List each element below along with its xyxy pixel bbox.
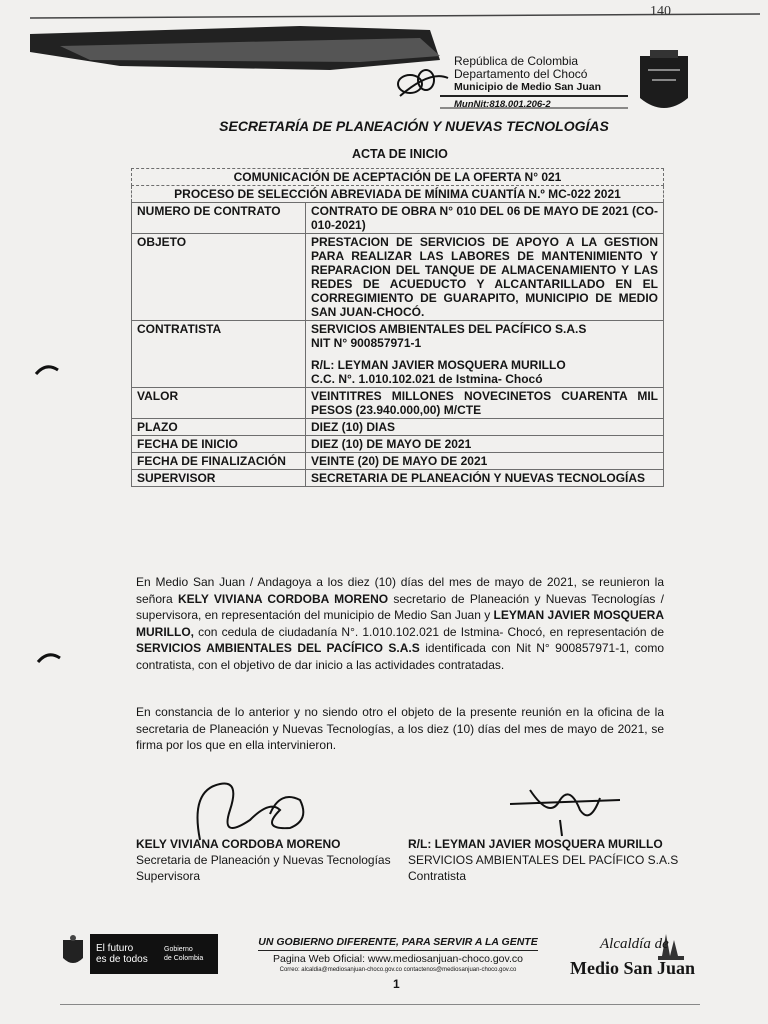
page-number: 1	[393, 977, 400, 991]
contractor-id: C.C. N°. 1.010.102.021 de Istmina- Chocó	[311, 372, 543, 386]
representative-name: LEYMAN JAVIER MOSQUERA MURILLO,	[136, 608, 665, 639]
row-value: DIEZ (10) DE MAYO DE 2021	[306, 436, 664, 453]
coat-of-arms-icon	[640, 50, 688, 108]
brand-script: Alcaldía de	[600, 936, 669, 952]
signature-block-supervisor	[136, 836, 391, 884]
header-country: República de Colombia	[454, 54, 579, 68]
signer-name: R/L: LEYMAN JAVIER MOSQUERA MURILLO	[408, 837, 663, 851]
badge-government: Gobierno de Colombia	[164, 946, 204, 962]
signer-name: KELY VIVIANA CORDOBA MORENO	[136, 837, 341, 851]
row-label: NUMERO DE CONTRATO	[132, 203, 306, 234]
footer-divider	[258, 950, 538, 951]
table-row	[132, 419, 664, 436]
row-label: SUPERVISOR	[132, 470, 306, 487]
contractor-company: SERVICIOS AMBIENTALES DEL PACÍFICO S.A.S	[136, 641, 420, 655]
signer-company: SERVICIOS AMBIENTALES DEL PACÍFICO S.A.S	[408, 853, 679, 867]
table-row	[132, 321, 664, 388]
margin-mark	[34, 648, 64, 668]
header-department: Departamento del Chocó	[454, 67, 588, 81]
secretaria-title: SECRETARÍA DE PLANEACIÓN Y NUEVAS TECNOLOGÍAS	[219, 118, 609, 134]
row-value: VEINTITRES MILLONES NOVECINETOS CUARENTA MIL PESOS (23.940.000,00) M/CTE	[306, 388, 664, 419]
contractor-name: SERVICIOS AMBIENTALES DEL PACÍFICO S.A.S	[311, 322, 587, 336]
table-row	[132, 234, 664, 321]
row-label: CONTRATISTA	[132, 321, 306, 388]
institution-header	[454, 55, 601, 111]
bottom-divider	[60, 1004, 700, 1005]
contract-table	[131, 168, 664, 487]
row-value: CONTRATO DE OBRA N° 010 DEL 06 DE MAYO DE 2021 (CO-010-2021)	[306, 203, 664, 234]
row-label: FECHA DE INICIO	[132, 436, 306, 453]
closing-paragraph: En constancia de lo anterior y no siendo otro el objeto de la presente reunión en la oficina de la secretaria de Planeación y Nuevas Tecnologías, a los diez (10) días del mes de mayo de 2021, se firma por los que en ella intervinieron.	[136, 705, 664, 752]
header-nit: MunNit:818.001.206-2	[454, 99, 551, 110]
table-heading-process: PROCESO DE SELECCIÓN ABREVIADA DE MÍNIMA CUANTÍA N.º MC-022 2021	[132, 186, 664, 203]
contractor-representative: R/L: LEYMAN JAVIER MOSQUERA MURILLO	[311, 358, 566, 372]
signature-block-contractor	[408, 836, 678, 884]
municipal-logo-icon	[398, 70, 448, 96]
header-municipality: Municipio de Medio San Juan	[454, 81, 602, 93]
brand-name: Medio San Juan	[570, 958, 696, 978]
table-row	[132, 203, 664, 234]
table-heading-offer: COMUNICACIÓN DE ACEPTACIÓN DE LA OFERTA N° 021	[132, 169, 664, 186]
signer-role: Contratista	[408, 869, 467, 883]
row-label: FECHA DE FINALIZACIÓN	[132, 453, 306, 470]
supervisor-name: KELY VIVIANA CORDOBA MORENO	[177, 591, 389, 606]
meeting-paragraph: En Medio San Juan / Andagoya a los diez (10) días del mes de mayo de 2021, se reunieron la señora KELY VIVIANA CORDOBA MORENO secretario de Planeación y Nuevas Tecnologías / supervisora, en representación del municipio de Medio San Juan y LEYMAN JAVIER MOSQUERA MURILLO, con cedula de ciudadanía N°. 1.010.102.021 de Istmina- Chocó, en representación de SERVICIOS AMBIENTALES DEL PACÍFICO S.A.S identificada con Nit N° 900857971-1, como contratista, con el objetivo de dar inicio a las actividades contratadas.	[136, 575, 665, 672]
row-value: SECRETARIA DE PLANEACIÓN Y NUEVAS TECNOLOGÍAS	[306, 470, 664, 487]
table-row	[132, 470, 664, 487]
footer-contacts: Correo: alcaldia@mediosanjuan-choco.gov.co contactenos@mediosanjuan-choco.gov.co	[279, 967, 517, 973]
footer-slogan: UN GOBIERNO DIFERENTE, PARA SERVIR A LA GENTE	[258, 936, 538, 948]
table-row	[132, 453, 664, 470]
signature-scribble-contractor	[500, 780, 640, 840]
row-value: PRESTACION DE SERVICIOS DE APOYO A LA GESTION PARA REALIZAR LAS LABORES DE MANTENIMIENTO Y REPARACION DEL TANQUE DE ALMACENAMIENTO Y LAS REDES DE ACUEDUCTO Y ALCANTARILLADO EN EL CORREGIMIENTO DE GUARAPITO, MUNICIPIO DE MEDIO SAN JUAN-CHOCÓ.	[306, 234, 664, 321]
badge-motto: El futuro es de todos	[96, 943, 148, 965]
signer-role: Supervisora	[136, 869, 201, 883]
row-label: VALOR	[132, 388, 306, 419]
row-label: PLAZO	[132, 419, 306, 436]
signer-position: Secretaria de Planeación y Nuevas Tecnologías	[136, 853, 391, 867]
table-row	[132, 388, 664, 419]
footer-website: Pagina Web Oficial: www.mediosanjuan-choco.gov.co	[273, 953, 523, 965]
handwritten-page-mark: 140	[650, 4, 671, 19]
document-title: ACTA DE INICIO	[352, 147, 448, 161]
row-value: DIEZ (10) DIAS	[306, 419, 664, 436]
row-label: OBJETO	[132, 234, 306, 321]
margin-mark	[32, 360, 62, 380]
row-value: VEINTE (20) DE MAYO DE 2021	[306, 453, 664, 470]
government-badge	[90, 934, 218, 974]
table-row	[132, 436, 664, 453]
row-value	[306, 321, 664, 388]
contractor-nit: NIT N° 900857971-1	[311, 336, 422, 350]
national-emblem-icon	[60, 934, 86, 970]
